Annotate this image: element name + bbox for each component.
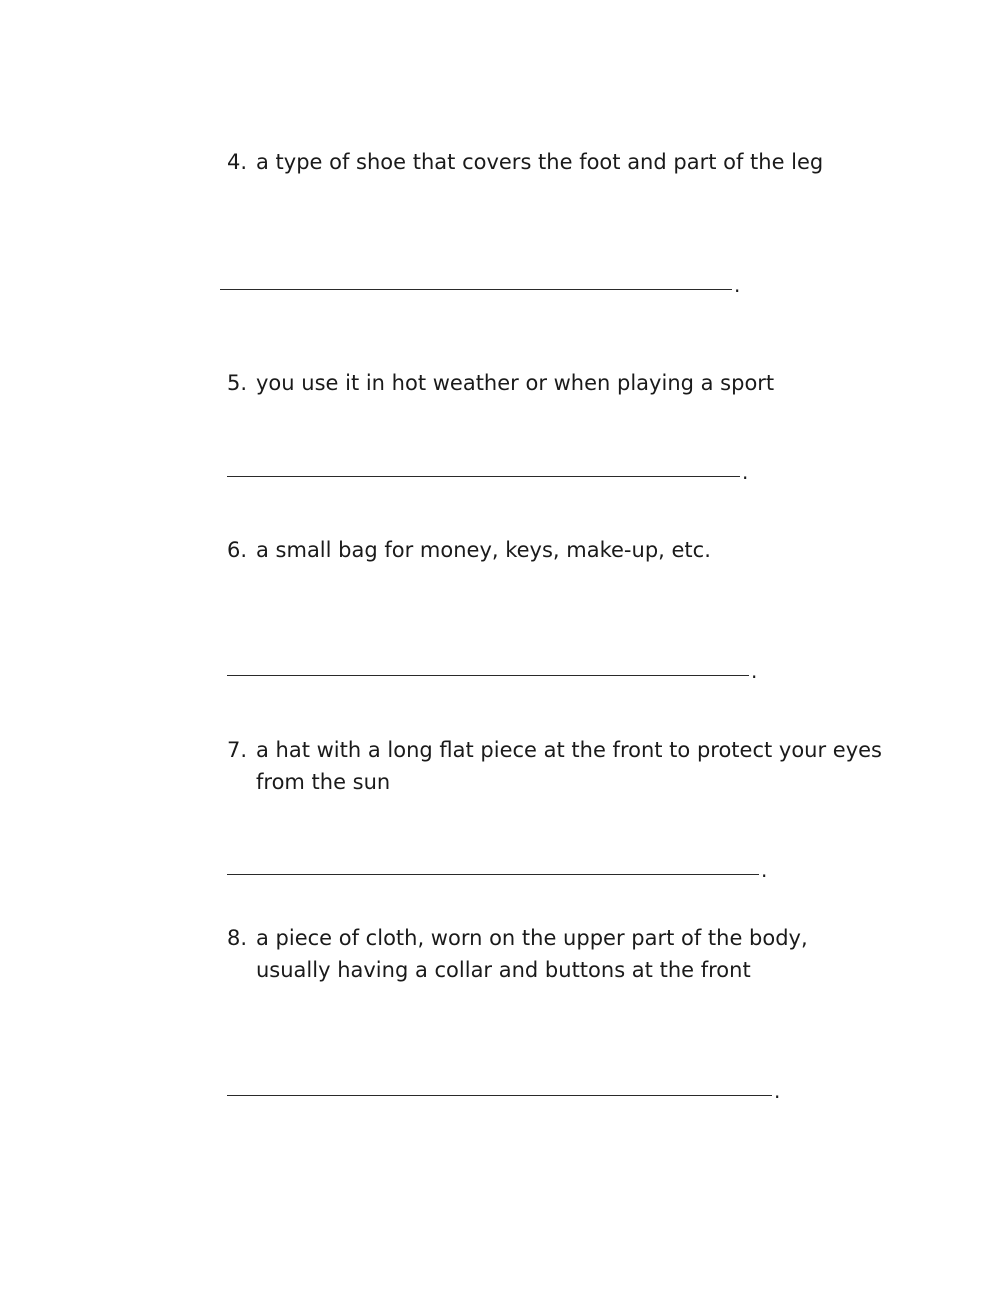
question-text: a hat with a long flat piece at the front to protect your eyes from the sun bbox=[256, 738, 883, 794]
answer-period: . bbox=[761, 858, 768, 882]
answer-blank[interactable] bbox=[227, 1095, 772, 1096]
answer-period: . bbox=[774, 1079, 781, 1103]
answer-period: . bbox=[751, 659, 758, 683]
question-number: 6. bbox=[227, 538, 248, 562]
answer-line-5[interactable] bbox=[227, 455, 749, 484]
question-8 bbox=[227, 922, 887, 986]
answer-period: . bbox=[742, 460, 749, 484]
question-4 bbox=[227, 146, 887, 178]
question-6 bbox=[227, 534, 887, 566]
question-number: 8. bbox=[227, 926, 248, 950]
question-text: a type of shoe that covers the foot and part of the leg bbox=[256, 150, 824, 174]
question-number: 7. bbox=[227, 738, 248, 762]
answer-line-6[interactable] bbox=[227, 654, 758, 683]
question-text: a piece of cloth, worn on the upper part of the body, usually having a collar and buttons at the front bbox=[256, 926, 808, 982]
answer-line-7[interactable] bbox=[227, 853, 768, 882]
question-number: 4. bbox=[227, 150, 248, 174]
answer-blank[interactable] bbox=[227, 874, 759, 875]
answer-blank[interactable] bbox=[220, 289, 732, 290]
answer-blank[interactable] bbox=[227, 476, 740, 477]
answer-period: . bbox=[734, 273, 741, 297]
answer-line-4[interactable] bbox=[220, 268, 741, 297]
answer-blank[interactable] bbox=[227, 675, 749, 676]
question-7 bbox=[227, 734, 887, 798]
question-5 bbox=[227, 367, 887, 399]
question-text: you use it in hot weather or when playing a sport bbox=[256, 371, 775, 395]
question-number: 5. bbox=[227, 371, 248, 395]
question-text: a small bag for money, keys, make-up, etc. bbox=[256, 538, 711, 562]
answer-line-8[interactable] bbox=[227, 1074, 781, 1103]
